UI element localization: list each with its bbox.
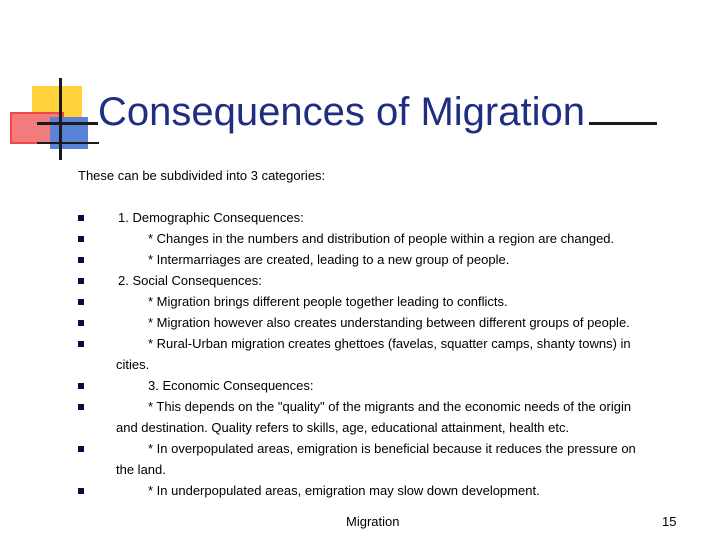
- bullet-text: * Migration however also creates understanding between different groups of people.: [148, 315, 630, 330]
- decoration-short-line: [37, 142, 99, 144]
- bullet-item: [78, 270, 688, 291]
- bullet-square-icon: [78, 383, 84, 389]
- bullet-item: [78, 249, 688, 270]
- bullet-item: [78, 480, 688, 501]
- bullet-list: [78, 207, 688, 501]
- bullet-item: [78, 396, 688, 438]
- bullet-square-icon: [78, 299, 84, 305]
- bullet-item: [78, 228, 688, 249]
- bullet-text: * This depends on the "quality" of the migrants and the economic needs of the origin and destination. Quality refers to skills, age, educational attainment, health etc.: [106, 396, 688, 438]
- slide-title: Consequences of Migration: [98, 86, 589, 138]
- bullet-text: 3. Economic Consequences:: [148, 378, 314, 393]
- bullet-square-icon: [78, 488, 84, 494]
- bullet-text: * In underpopulated areas, emigration may slow down development.: [148, 483, 540, 498]
- intro-text: These can be subdivided into 3 categories:: [78, 168, 326, 183]
- footer-label: Migration: [346, 514, 400, 529]
- bullet-continuation: the land.: [116, 462, 166, 477]
- bullet-square-icon: [78, 278, 84, 284]
- bullet-square-icon: [78, 215, 84, 221]
- bullet-text: * Migration brings different people together leading to conflicts.: [148, 294, 508, 309]
- bullet-square-icon: [78, 320, 84, 326]
- bullet-text: * Rural-Urban migration creates ghettoes (favelas, squatter camps, shanty towns) in cities.: [106, 333, 688, 375]
- decoration-vertical-line: [59, 78, 62, 160]
- bullet-item: [78, 207, 688, 228]
- bullet-text: * In overpopulated areas, emigration is beneficial because it reduces the pressure on the land.: [106, 438, 688, 480]
- bullet-text: * Changes in the numbers and distribution of people within a region are changed.: [148, 231, 615, 246]
- bullet-item: [78, 312, 688, 333]
- bullet-item: [78, 438, 688, 480]
- bullet-item: [78, 333, 688, 375]
- bullet-square-icon: [78, 404, 84, 410]
- bullet-continuation: and destination. Quality refers to skills, age, educational attainment, health etc.: [116, 420, 570, 435]
- bullet-square-icon: [78, 446, 84, 452]
- bullet-text: 1. Demographic Consequences:: [118, 210, 304, 225]
- page-number: 15: [662, 514, 677, 529]
- bullet-item: [78, 291, 688, 312]
- bullet-text: * Intermarriages are created, leading to a new group of people.: [148, 252, 510, 267]
- bullet-square-icon: [78, 341, 84, 347]
- bullet-square-icon: [78, 236, 84, 242]
- bullet-item: [78, 375, 688, 396]
- bullet-square-icon: [78, 257, 84, 263]
- bullet-text: 2. Social Consequences:: [118, 273, 262, 288]
- bullet-continuation: cities.: [116, 357, 150, 372]
